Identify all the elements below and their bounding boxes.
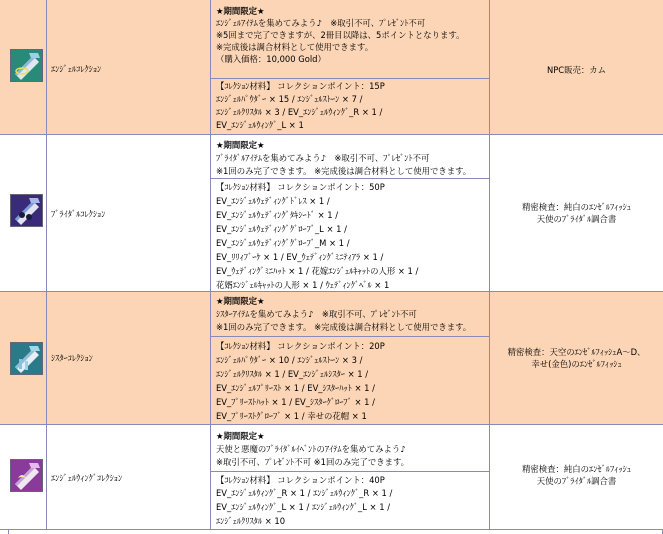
material-line: EV_ｴﾝｼﾞｪﾙｳｨﾝｸﾞ_L × 1 <box>216 120 304 130</box>
material-line: EV_ｴﾝｼﾞｪﾙｳｪﾃﾞｨﾝｸﾞﾄﾞﾚｽ × 1 / <box>216 196 330 206</box>
table-row <box>0 134 663 292</box>
materials-heading: 【ｺﾚｸｼｮﾝ材料】 コレクションポイント：40P <box>216 475 385 485</box>
icon-cell <box>8 292 47 424</box>
material-line: EV_ｴﾝｼﾞｪﾙｳｨﾝｸﾞ_R × 1 / ｴﾝｼﾞｪﾙｳｨﾝｸﾞ_R × 1 / <box>216 488 393 498</box>
material-line: ｴﾝｼﾞｪﾙﾊﾟｳﾀﾞｰ × 10 / ｴﾝｼﾞｪﾙｽﾄｰﾝ × 3 / <box>216 355 363 365</box>
collection-book-icon <box>10 342 43 375</box>
acquisition-line: 精密検査：純白のｴﾝｾﾞﾙﾌｨｯｼｭ <box>522 202 631 212</box>
material-line: EV_ｴﾝｼﾞｪﾙｳｪﾃﾞｨﾝｸﾞｸﾞﾛｰﾌﾞ_L × 1 / <box>216 224 347 234</box>
materials-heading: 【ｺﾚｸｼｮﾝ材料】 コレクションポイント：50P <box>216 182 385 192</box>
material-line: EV_ﾘﾘｨﾌﾞｰｹ × 1 / EV_ｳｪﾃﾞｨﾝｸﾞﾐﾆﾃｨｱﾗ × 1 / <box>216 252 384 262</box>
collection-book-icon <box>10 49 43 82</box>
collection-book-icon <box>10 459 43 492</box>
description-line: ※取引不可、ﾌﾟﾚｾﾞﾝﾄ不可 ※1回のみ完了できます。 <box>216 457 410 467</box>
material-line: 花婿ｴﾝｼﾞｪﾙｷｬｯﾄの人形 × 1 / ｳｪﾃﾞｨﾝｸﾞﾍﾞﾙ × 1 <box>216 280 390 290</box>
acquisition-line: NPC販売：カム <box>546 65 607 75</box>
material-line: ｴﾝｼﾞｪﾙｸﾘｽﾀﾙ × 3 / EV_ｴﾝｼﾞｪﾙｳｨﾝｸﾞ_R × 1 / <box>216 107 383 117</box>
price-line: （購入価格：10,000 Gold） <box>216 54 326 64</box>
collection-description <box>211 425 489 471</box>
materials-heading: 【ｺﾚｸｼｮﾝ材料】 コレクションポイント：15P <box>216 81 385 91</box>
material-line: EV_ｴﾝｼﾞｪﾙﾌﾟﾘｰｽﾄ × 1 / EV_ｼｽﾀｰﾊｯﾄ × 1 / <box>216 383 375 393</box>
icon-cell <box>8 0 47 134</box>
material-line: EV_ｴﾝｼﾞｪﾙｳｪﾃﾞｨﾝｸﾞﾀｷｼｰﾄﾞ × 1 / <box>216 210 339 220</box>
collection-name: ﾌﾞﾗｲﾀﾞﾙｺﾚｸｼｮﾝ <box>51 209 106 219</box>
description-line: ※完成後は調合材料として使用できます。 <box>216 42 374 52</box>
limited-label: ★期間限定★ <box>216 431 265 441</box>
collection-materials <box>211 78 489 134</box>
icon-cell <box>8 135 47 291</box>
collection-name-cell <box>47 292 211 424</box>
acquisition-cell <box>490 201 663 225</box>
acquisition-cell <box>490 64 663 76</box>
acquisition-line: 天使のﾌﾞﾗｲﾀﾞﾙ調合書 <box>536 214 617 224</box>
collection-book-icon <box>10 194 43 227</box>
acquisition-line: 天使のﾌﾞﾗｲﾀﾞﾙ調合書 <box>536 476 617 486</box>
material-line: ｴﾝｼﾞｪﾙﾊﾟｳﾀﾞｰ × 15 / ｴﾝｼﾞｪﾙｽﾄｰﾝ × 7 / <box>216 94 363 104</box>
table-row <box>0 291 663 425</box>
description-line: ※1回のみ完了できます。 ※完成後は調合材料として使用できます。 <box>216 322 472 332</box>
collection-detail-cell <box>211 0 490 134</box>
collection-name: ｼｽﾀｰｺﾚｸｼｮﾝ <box>51 353 93 363</box>
table-row <box>0 0 663 135</box>
collection-detail-cell <box>211 292 490 424</box>
materials-heading: 【ｺﾚｸｼｮﾝ材料】 コレクションポイント：20P <box>216 341 385 351</box>
description-line: ※1回のみ完了できます。 ※完成後は調合材料として使用できます。 <box>216 166 472 176</box>
collection-description <box>211 135 489 178</box>
description-line: 天使と悪魔のﾌﾞﾗｲﾀﾞﾙｲﾍﾞﾝﾄのｱｲﾃﾑを集めてみよう♪ <box>216 444 406 454</box>
table-row <box>0 424 663 530</box>
collection-name-cell <box>47 425 211 529</box>
acquisition-line: 幸せ(金色)のｴﾝｾﾞﾙﾌｨｯｼｭ <box>531 359 622 369</box>
description-line: ※5回まで完了できますが、2冊目以降は、5ポイントとなります。 <box>216 30 465 40</box>
collection-name: ｴﾝｼﾞｪﾙｳｨﾝｸﾞｺﾚｸｼｮﾝ <box>51 473 123 483</box>
collection-materials <box>211 178 489 291</box>
acquisition-line: 精密検査：天空のｴﾝｾﾞﾙﾌｨｯｼｭA～D、 <box>507 347 646 357</box>
description-line: ｼｽﾀｰｱｲﾃﾑを集めてみよう♪ ※取引不可、ﾌﾟﾚｾﾞﾝﾄ不可 <box>216 309 417 319</box>
limited-label: ★期間限定★ <box>216 140 265 150</box>
limited-label: ★期間限定★ <box>216 6 265 16</box>
collection-name-cell <box>47 0 211 134</box>
acquisition-line: 精密検査：純白のｴﾝｾﾞﾙﾌｨｯｼｭ <box>522 464 631 474</box>
limited-label: ★期間限定★ <box>216 296 265 306</box>
collection-detail-cell <box>211 135 490 291</box>
description-line: ｴﾝｼﾞｪﾙｱｲﾃﾑを集めてみよう♪ ※取引不可、ﾌﾟﾚｾﾞﾝﾄ不可 <box>216 18 426 28</box>
material-line: EV_ｴﾝｼﾞｪﾙｳｪﾃﾞｨﾝｸﾞｸﾞﾛｰﾌﾞ_M × 1 / <box>216 238 350 248</box>
collection-name: ｴﾝｼﾞｪﾙｺﾚｸｼｮﾝ <box>51 64 102 74</box>
acquisition-cell <box>490 463 663 487</box>
collection-name-cell <box>47 135 211 291</box>
icon-cell <box>8 425 47 529</box>
acquisition-cell <box>490 346 663 370</box>
material-line: EV_ｴﾝｼﾞｪﾙｳｨﾝｸﾞ_L × 1 / ｴﾝｼﾞｪﾙｳｨﾝｸﾞ_L × 1 / <box>216 502 391 512</box>
material-line: EV_ｳｪﾃﾞｨﾝｸﾞﾐﾆﾊｯﾄ × 1 / 花嫁ｴﾝｼﾞｪﾙｷｬｯﾄの人形 × 1 / <box>216 266 419 276</box>
collection-materials <box>211 471 489 529</box>
material-line: ｴﾝｼﾞｪﾙｸﾘｽﾀﾙ × 1 / EV_ｴﾝｼﾞｪﾙｼｽﾀｰ × 1 / <box>216 369 369 379</box>
collection-detail-cell <box>211 425 490 529</box>
collection-description <box>211 292 489 336</box>
description-line: ﾌﾞﾗｲﾀﾞﾙｱｲﾃﾑを集めてみよう♪ ※取引不可、ﾌﾟﾚｾﾞﾝﾄ不可 <box>216 153 430 163</box>
material-line: EV_ﾌﾟﾘｰｽﾄﾊｯﾄ × 1 / EV_ｼｽﾀｰｸﾞﾛｰﾌﾞ × 1 / <box>216 397 375 407</box>
collection-description <box>211 0 489 78</box>
material-line: ｴﾝｼﾞｪﾙｸﾘｽﾀﾙ × 10 <box>216 516 286 526</box>
material-line: EV_ﾌﾟﾘｰｽﾄｸﾞﾛｰﾌﾞ × 1 / 幸せの花帽 × 1 <box>216 411 367 421</box>
collection-materials <box>211 336 489 424</box>
